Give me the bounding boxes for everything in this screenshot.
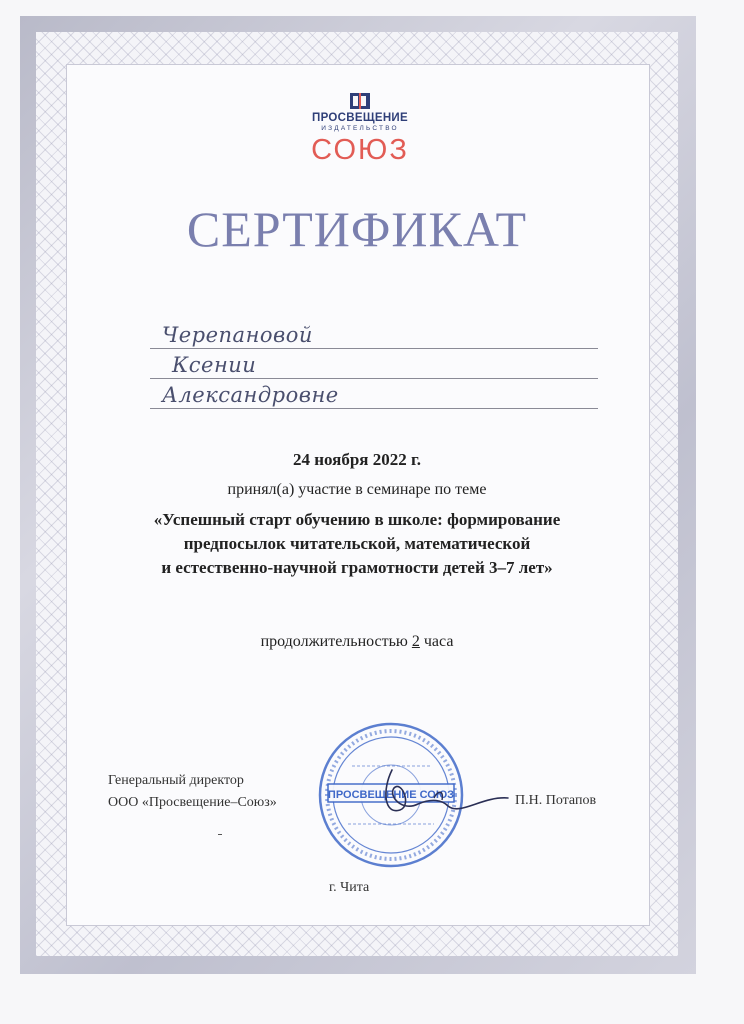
certificate-title: СЕРТИФИКАТ — [186, 201, 528, 257]
seminar-topic-line-3: и естественно-научной грамотности детей 3–7 лет» — [161, 558, 553, 577]
stamp-center-text: ПРОСВЕЩЕНИЕ СОЮЗ — [327, 789, 455, 801]
seminar-topic-line-2: предпосылок читательской, математической — [183, 534, 531, 553]
recipient-patronymic: Александровне — [162, 383, 339, 407]
seminar-duration — [66, 633, 648, 651]
signatory-position: Генеральный директор — [108, 773, 244, 788]
publisher-logo — [300, 92, 420, 166]
seminar-topic-line-1: «Успешный старт обучению в школе: формирование — [153, 510, 561, 529]
recipient-first-name-line — [150, 350, 598, 379]
book-logo-icon — [349, 92, 371, 110]
event-date: 24 ноября 2022 г. — [292, 450, 422, 469]
recipient-last-name: Черепановой — [162, 323, 313, 347]
duration-hours: 2 — [411, 633, 420, 650]
logo-text-prosveshchenie: ПРОСВЕЩЕНИЕ — [312, 112, 408, 124]
recipient-last-name-line — [150, 320, 598, 349]
recipient-patronymic-line — [150, 380, 598, 409]
stray-mark — [218, 834, 222, 835]
signatory-name: П.Н. Потапов — [515, 793, 597, 808]
participation-text: принял(а) участие в семинаре по теме — [227, 481, 487, 498]
duration-prefix: продолжительностью — [260, 633, 408, 650]
recipient-first-name: Ксении — [172, 353, 257, 377]
logo-text-soyuz: СОЮЗ — [311, 134, 409, 166]
duration-suffix: часа — [423, 633, 454, 650]
logo-text-izdatelstvo: ИЗДАТЕЛЬСТВО — [321, 125, 399, 132]
certificate-city: г. Чита — [329, 880, 370, 895]
director-signature — [372, 760, 512, 830]
signatory-company: ООО «Просвещение–Союз» — [108, 795, 277, 810]
signatory-block — [108, 770, 277, 814]
